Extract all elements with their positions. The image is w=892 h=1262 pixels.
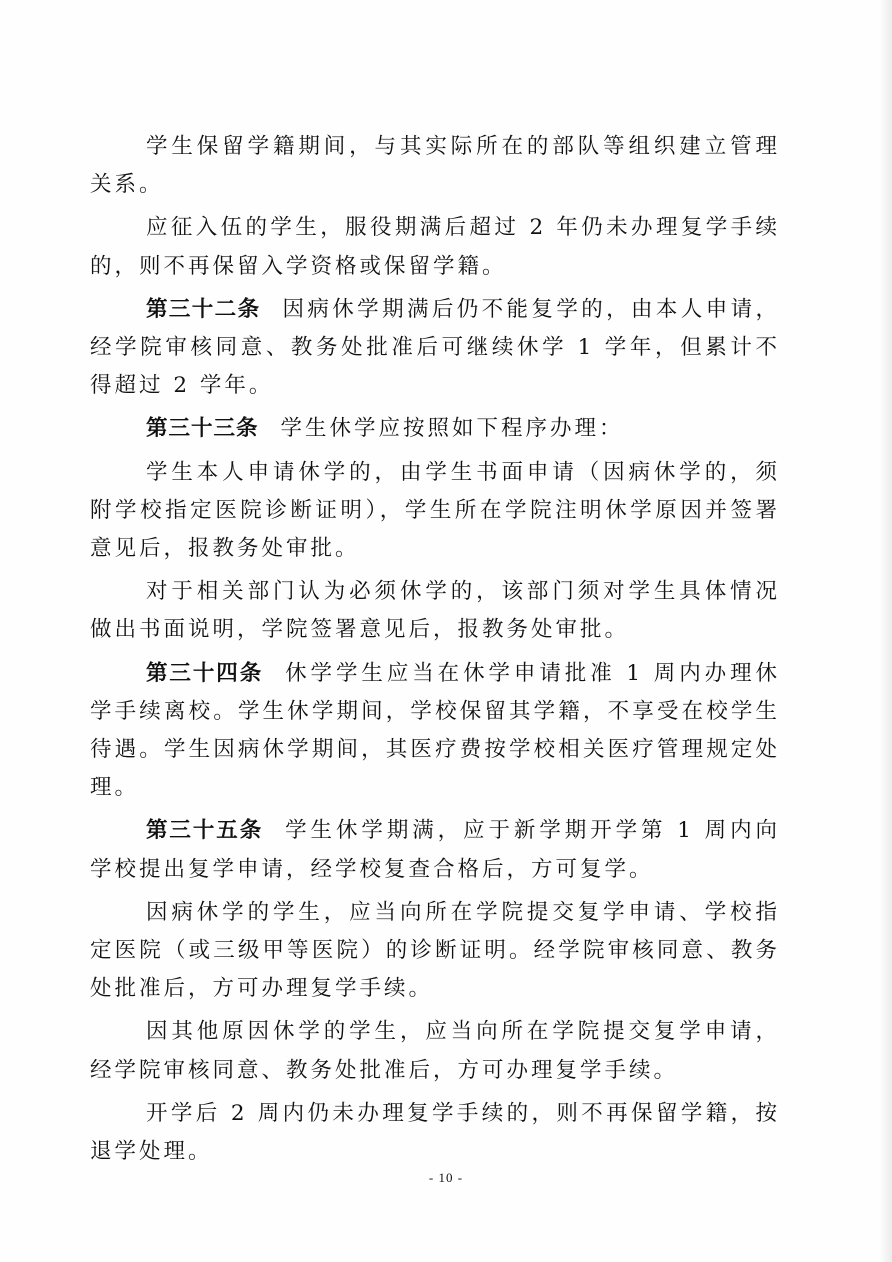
article-title: 第三十五条 [146,818,264,844]
article-title: 第三十二条 [146,296,261,322]
paragraph [90,655,780,808]
scan-edge-shadow [880,0,892,1262]
paragraph-text: 开学后 2 周内仍未办理复学手续的，则不再保留学籍，按退学处理。 [90,1100,780,1165]
paragraph [90,894,780,1009]
paragraph [90,454,780,569]
article-title: 第三十三条 [146,416,259,442]
paragraph [90,209,780,285]
paragraph-text: 因病休学期满后仍不能复学的，由本人申请，经学院审核同意、教务处批准后可继续休学 1 学年，但累计不得超过 2 学年。 [90,296,780,399]
paragraph-text: 应征入伍的学生，服役期满后超过 2 年仍未办理复学手续的，则不再保留入学资格或保留学籍。 [90,215,780,279]
paragraph-text: 因病休学的学生，应当向所在学院提交复学申请、学校指定医院（或三级甲等医院）的诊断证明。经学院审核同意、教务处批准后，方可办理复学手续。 [90,899,780,1002]
paragraph [90,573,780,649]
article-title: 第三十四条 [146,660,264,686]
paragraph [90,1013,780,1089]
paragraph [90,812,780,888]
page-number: - 10 - [428,1170,464,1185]
paragraph-text: 学生休学应按照如下程序办理： [280,416,624,442]
paragraph-text: 学生保留学籍期间，与其实际所在的部队等组织建立管理关系。 [90,134,780,198]
paragraph [90,291,780,406]
paragraph [90,1095,780,1171]
paragraph-text: 学生本人申请休学的，由学生书面申请（因病休学的，须附学校指定医院诊断证明），学生所在学院注明休学原因并签署意见后，报教务处审批。 [90,459,780,562]
paragraph-text: 休学学生应当在休学申请批准 1 周内办理休学手续离校。学生休学期间，学校保留其学籍，不享受在校学生待遇。学生因病休学期间，其医疗费按学校相关医疗管理规定处理。 [90,660,780,801]
paragraph-text: 学生休学期满，应于新学期开学第 1 周内向学校提出复学申请，经学校复查合格后，方可复学。 [90,818,780,882]
paragraph-text: 因其他原因休学的学生，应当向所在学院提交复学申请，经学院审核同意、教务处批准后，方可办理复学手续。 [90,1019,780,1083]
paragraph [90,410,780,448]
paragraph-text: 对于相关部门认为必须休学的，该部门须对学生具体情况做出书面说明，学院签署意见后，报教务处审批。 [90,579,780,643]
document-body [90,128,780,1176]
paragraph [90,128,780,204]
